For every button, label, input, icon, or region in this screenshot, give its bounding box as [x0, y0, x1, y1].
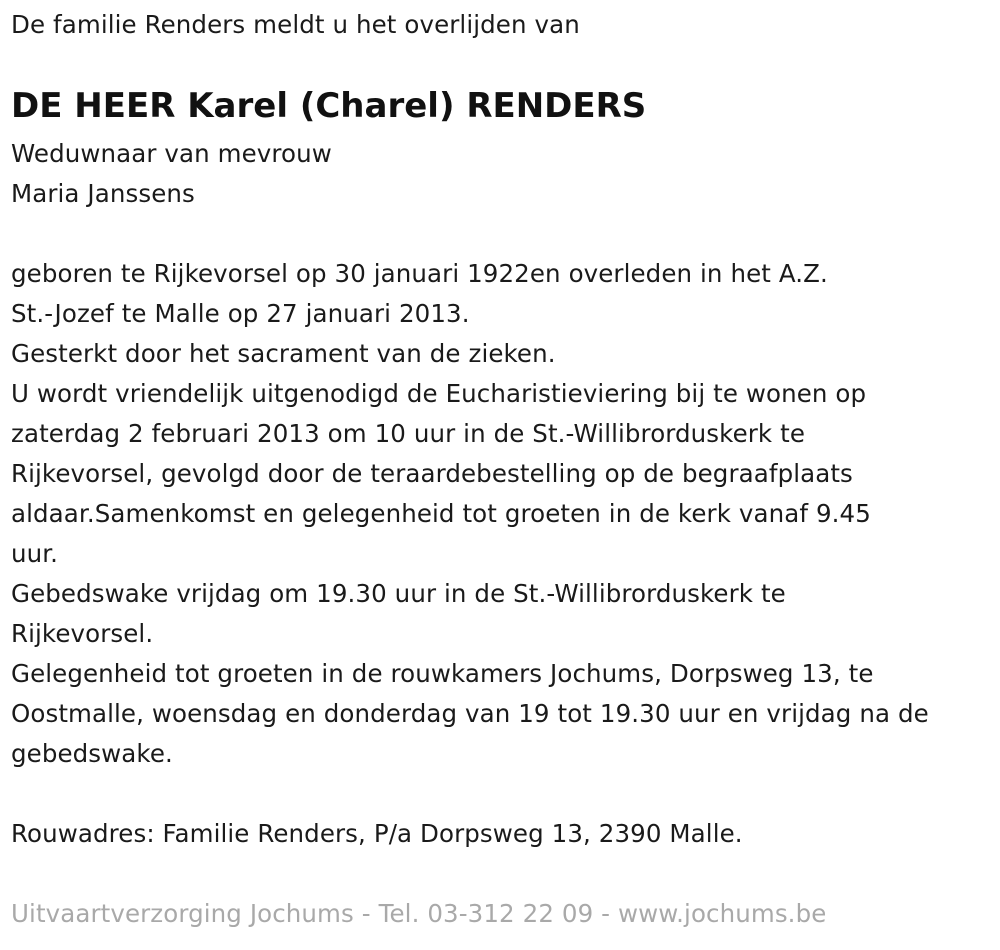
deceased-name: DE HEER Karel (Charel) RENDERS — [11, 86, 647, 126]
body-line: geboren te Rijkevorsel op 30 januari 1922en overleden in het A.Z. — [11, 259, 828, 288]
body-line: Rijkevorsel, gevolgd door de teraardebestelling op de begraafplaats — [11, 459, 853, 488]
funeral-home-footer: Uitvaartverzorging Jochums - Tel. 03-312 22 09 - www.jochums.be — [11, 899, 827, 928]
spouse-block — [11, 134, 332, 214]
body-line: Rijkevorsel. — [11, 619, 154, 648]
notice-body — [11, 254, 929, 774]
body-line: Gebedswake vrijdag om 19.30 uur in de St.-Willibrorduskerk te — [11, 579, 786, 608]
body-line: Gelegenheid tot groeten in de rouwkamers Jochums, Dorpsweg 13, te — [11, 659, 874, 688]
body-line: uur. — [11, 539, 59, 568]
body-line: St.-Jozef te Malle op 27 januari 2013. — [11, 299, 470, 328]
body-line: U wordt vriendelijk uitgenodigd de Eucharistieviering bij te wonen op — [11, 379, 867, 408]
body-line: zaterdag 2 februari 2013 om 10 uur in de St.-Willibrorduskerk te — [11, 419, 805, 448]
spouse-line: Weduwnaar van mevrouw — [11, 139, 332, 168]
body-line: Oostmalle, woensdag en donderdag van 19 tot 19.30 uur en vrijdag na de — [11, 699, 929, 728]
mourning-address: Rouwadres: Familie Renders, P/a Dorpsweg 13, 2390 Malle. — [11, 819, 743, 848]
body-line: gebedswake. — [11, 739, 173, 768]
intro-text: De familie Renders meldt u het overlijden van — [11, 10, 580, 39]
body-line: Gesterkt door het sacrament van de zieken. — [11, 339, 556, 368]
spouse-line: Maria Janssens — [11, 179, 195, 208]
body-line: aldaar.Samenkomst en gelegenheid tot groeten in de kerk vanaf 9.45 — [11, 499, 871, 528]
